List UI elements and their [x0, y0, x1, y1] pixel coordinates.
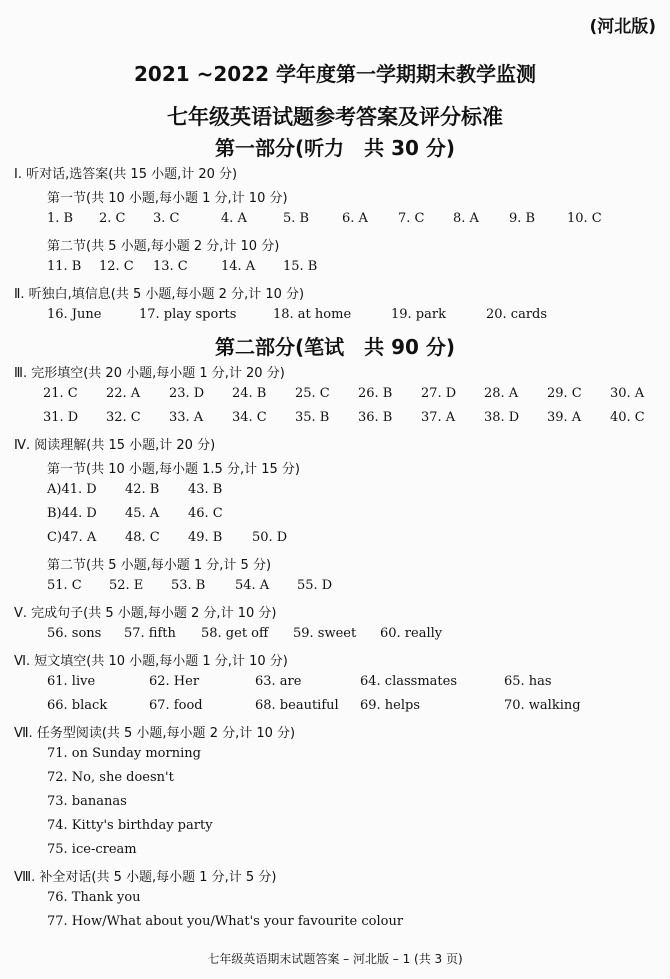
- answer-row: [47, 211, 667, 229]
- answer: 53. B: [171, 578, 206, 593]
- answer: 49. B: [188, 530, 223, 545]
- answer: 76. Thank you: [47, 890, 141, 905]
- answer: 21. C: [43, 386, 78, 401]
- answer: 54. A: [235, 578, 270, 593]
- section-2-heading: Ⅱ. 听独白,填信息(共 5 小题,每小题 2 分,计 10 分): [14, 287, 305, 302]
- part1-title: 第一部分(听力 共 30 分): [214, 136, 456, 160]
- section-5-heading: Ⅴ. 完成句子(共 5 小题,每小题 2 分,计 10 分): [14, 606, 277, 621]
- answer-row: [47, 259, 667, 277]
- answer: 32. C: [106, 410, 141, 425]
- answer: 28. A: [484, 386, 519, 401]
- section-1-sub1: 第一节(共 10 小题,每小题 1 分,计 10 分): [47, 191, 288, 206]
- answer: 65. has: [504, 674, 552, 689]
- answer: 20. cards: [486, 307, 548, 322]
- answer: 29. C: [547, 386, 582, 401]
- answer: 2. C: [99, 211, 126, 226]
- answer: 67. food: [149, 698, 203, 713]
- document-title: 七年级英语试题参考答案及评分标准: [167, 105, 503, 129]
- answer: 46. C: [188, 506, 223, 521]
- answer: 24. B: [232, 386, 267, 401]
- answer: 74. Kitty's birthday party: [47, 818, 213, 833]
- answer: 3. C: [153, 211, 180, 226]
- answer-line: [47, 842, 667, 860]
- section-1-sub2: 第二节(共 5 小题,每小题 2 分,计 10 分): [47, 239, 280, 254]
- answer: 9. B: [509, 211, 536, 226]
- answer-row: [43, 410, 663, 428]
- answer: 50. D: [252, 530, 288, 545]
- answer: 51. C: [47, 578, 82, 593]
- answer: 38. D: [484, 410, 520, 425]
- answer: 39. A: [547, 410, 582, 425]
- section-4-sub2: 第二节(共 5 小题,每小题 1 分,计 5 分): [47, 558, 272, 573]
- answer: 63. are: [255, 674, 302, 689]
- answer: 36. B: [358, 410, 393, 425]
- answer: 27. D: [421, 386, 457, 401]
- answer: 34. C: [232, 410, 267, 425]
- section-3-heading: Ⅲ. 完形填空(共 20 小题,每小题 1 分,计 20 分): [14, 366, 285, 381]
- answer: 59. sweet: [293, 626, 357, 641]
- answer: 58. get off: [201, 626, 269, 641]
- answer: 43. B: [188, 482, 223, 497]
- answer: 13. C: [153, 259, 188, 274]
- answer: 8. A: [453, 211, 479, 226]
- edition-label: (河北版): [589, 17, 656, 37]
- answer: 12. C: [99, 259, 134, 274]
- exam-title: 2021 ~2022 学年度第一学期期末教学监测: [133, 62, 536, 86]
- answer: 30. A: [610, 386, 645, 401]
- answer: 14. A: [221, 259, 256, 274]
- answer: 23. D: [169, 386, 205, 401]
- answer-row: [47, 698, 667, 716]
- answer-row: [47, 626, 667, 644]
- answer: 64. classmates: [360, 674, 458, 689]
- answer: 26. B: [358, 386, 393, 401]
- page-footer: 七年级英语期末试题答案 – 河北版 – 1 (共 3 页): [207, 952, 463, 966]
- answer: 71. on Sunday morning: [47, 746, 201, 761]
- section-7-heading: Ⅶ. 任务型阅读(共 5 小题,每小题 2 分,计 10 分): [14, 726, 296, 741]
- answer: 68. beautiful: [255, 698, 339, 713]
- section-4-heading: Ⅳ. 阅读理解(共 15 小题,计 20 分): [14, 438, 216, 453]
- answer: 25. C: [295, 386, 330, 401]
- answer: 61. live: [47, 674, 96, 689]
- answer: 77. How/What about you/What's your favourite colour: [47, 914, 404, 929]
- answer: 42. B: [125, 482, 160, 497]
- answer: A)41. D: [47, 482, 97, 497]
- answer: 33. A: [169, 410, 204, 425]
- answer: 56. sons: [47, 626, 102, 641]
- answer: 57. fifth: [124, 626, 176, 641]
- answer: 69. helps: [360, 698, 421, 713]
- answer: 52. E: [109, 578, 144, 593]
- answer-row: [47, 674, 667, 692]
- answer: 10. C: [567, 211, 602, 226]
- answer-line: [47, 770, 667, 788]
- answer: 5. B: [283, 211, 310, 226]
- answer-line: [47, 818, 667, 836]
- answer-row: [43, 386, 663, 404]
- answer-row: [47, 506, 667, 524]
- answer-row: [47, 307, 667, 325]
- answer: 15. B: [283, 259, 318, 274]
- answer: 18. at home: [273, 307, 352, 322]
- answer-line: [47, 746, 667, 764]
- answer-line: [47, 914, 667, 932]
- answer: 73. bananas: [47, 794, 127, 809]
- answer: 75. ice-cream: [47, 842, 137, 857]
- answer: 45. A: [125, 506, 160, 521]
- section-4-sub1: 第一节(共 10 小题,每小题 1.5 分,计 15 分): [47, 462, 300, 477]
- answer: 1. B: [47, 211, 74, 226]
- section-8-heading: Ⅷ. 补全对话(共 5 小题,每小题 1 分,计 5 分): [14, 870, 277, 885]
- answer: 60. really: [380, 626, 443, 641]
- answer: 17. play sports: [139, 307, 237, 322]
- answer: 16. June: [47, 307, 102, 322]
- answer: 11. B: [47, 259, 82, 274]
- answer: 72. No, she doesn't: [47, 770, 174, 785]
- answer-line: [47, 794, 667, 812]
- answer: 48. C: [125, 530, 160, 545]
- answer-row: [47, 530, 667, 548]
- answer: C)47. A: [47, 530, 97, 545]
- answer-row: [47, 578, 667, 596]
- answer: 31. D: [43, 410, 79, 425]
- answer: 6. A: [342, 211, 368, 226]
- answer: 19. park: [391, 307, 446, 322]
- answer: 70. walking: [504, 698, 581, 713]
- part2-title: 第二部分(笔试 共 90 分): [214, 335, 456, 359]
- answer-row: [47, 482, 667, 500]
- answer-line: [47, 890, 667, 908]
- answer: 55. D: [297, 578, 333, 593]
- answer: 37. A: [421, 410, 456, 425]
- answer: 7. C: [398, 211, 425, 226]
- answer: 35. B: [295, 410, 330, 425]
- answer: 62. Her: [149, 674, 200, 689]
- answer: 66. black: [47, 698, 108, 713]
- answer: 4. A: [221, 211, 247, 226]
- answer: 22. A: [106, 386, 141, 401]
- section-1-heading: Ⅰ. 听对话,选答案(共 15 小题,计 20 分): [14, 167, 238, 182]
- section-6-heading: Ⅵ. 短文填空(共 10 小题,每小题 1 分,计 10 分): [14, 654, 288, 669]
- answer: B)44. D: [47, 506, 97, 521]
- answer: 40. C: [610, 410, 645, 425]
